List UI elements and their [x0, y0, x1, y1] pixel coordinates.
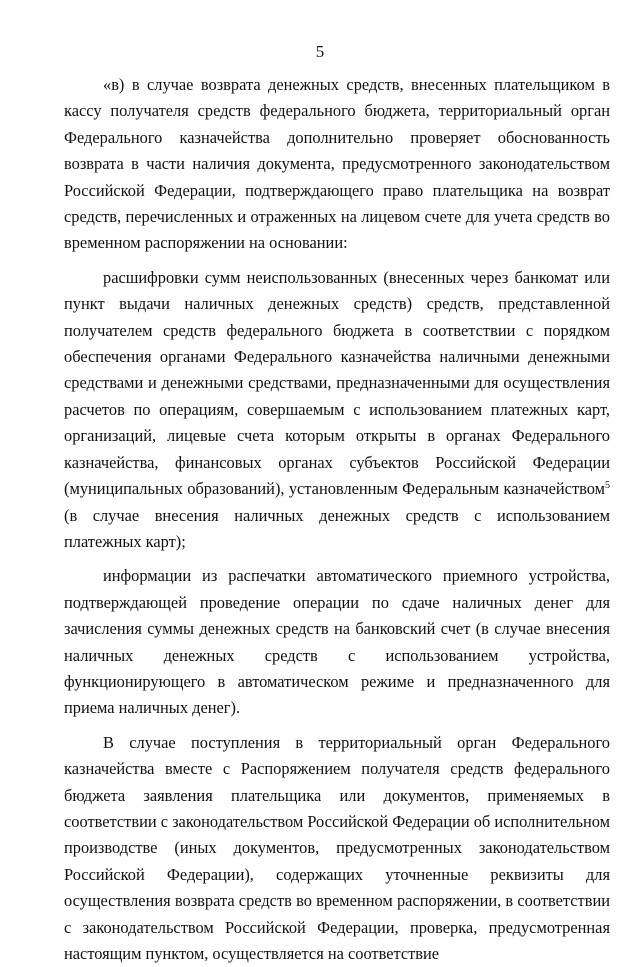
paragraph-2-text: расшифровки сумм неиспользованных (внесенных через банкомат или пункт выдачи наличных денежных средств) средств, представленной получателем средств федерального бюджета в соответствии с порядком обеспечения органами Федерального казначейства наличными денежными средствами и денежными средствами, предназначенными для осуществления расчетов по операциям, совершаемым с использованием платежных карт, организаций, лицевые счета которым открыты в органах Федерального казначейства, финансовых органах субъектов Российской Федерации (муниципальных образований), установленным Федеральным казначейством [64, 267, 610, 499]
paragraph-2-tail: (в случае внесения наличных денежных средств с использованием платежных карт); [64, 505, 610, 551]
paragraph-3: информации из распечатки автоматического приемного устройства, подтверждающей проведение операции по сдаче наличных денег для зачисления суммы денежных средств на банковский счет (в случае внесения наличных денежных средств с использованием устройства, функционирующего в автоматическом режиме и предназначенного для приема наличных денег). [64, 566, 610, 718]
page-number: 5 [315, 42, 325, 61]
paragraph-1: «в) в случае возврата денежных средств, внесенных плательщиком в кассу получателя средств федерального бюджета, территориальный орган Федерального казначейства дополнительно проверяет обоснованность возврата в части наличия документа, предусмотренного законодательством Российской Федерации, подтверждающего право плательщика на возврат средств, перечисленных и отраженных на лицевом счете для учета средств во временном распоряжении на основании: [64, 75, 610, 253]
paragraph-4: В случае поступления в территориальный орган Федерального казначейства вместе с Распоряжением получателя средств федерального бюджета заявления плательщика или документов, применяемых в соответствии с законодательством Российской Федерации об исполнительном производстве (иных документов, предусмотренных законодательством Российской Федерации), содержащих уточненные реквизиты для осуществления возврата средств во временном распоряжении, в соответствии с законодательством Российской Федерации, проверка, предусмотренная настоящим пунктом, осуществляется на соответствие [64, 732, 611, 963]
document-body [64, 72, 610, 967]
paragraph-2 [64, 265, 610, 555]
footnote-marker: 5 [605, 480, 610, 492]
